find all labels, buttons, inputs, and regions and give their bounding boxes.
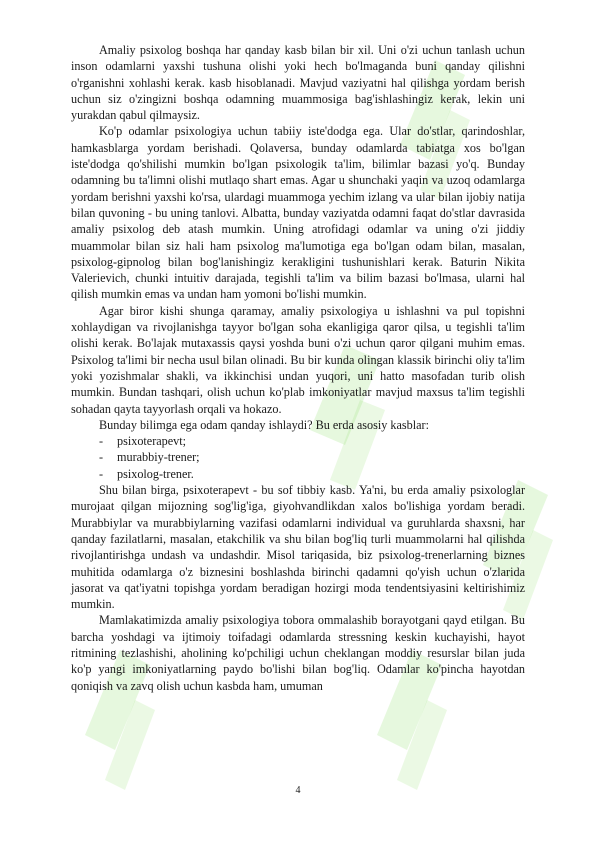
- paragraph: Shu bilan birga, psixoterapevt - bu sof tibbiy kasb. Ya'ni, bu erda amaliy psixologlar murojaat qilgan mijozning sog'lig'iga, giyohvandlikdan xalos bo'lishiga yordam beradi. Murabbiylar va murabbiylarning vazifasi odamlarni individual va guruhlarda shaxsni, har qanday fazilatlarni, masalan, etakchilik va shu bilan bog'liq turli muammolarni hal qilishda rivojlantirishga undash va undashdir. Misol tariqasida, biz psixolog-trenerlarning biznes muhitida odamlarga o'z biznesini boshlashda birinchi qadamni qo'yish uchun o'zlarida jasorat va qat'iyatni topishga yordam beradigan hozirgi moda tendentsiyasini keltirishimiz mumkin.: [71, 483, 525, 612]
- list-item: [71, 449, 525, 465]
- document-body: [71, 42, 525, 694]
- profession-list: [71, 433, 525, 482]
- list-item-text: psixoterapevt;: [117, 434, 187, 449]
- list-item-text: psixolog-trener.: [117, 466, 194, 481]
- list-item: [71, 466, 525, 482]
- list-marker: -: [99, 466, 104, 481]
- list-item-text: murabbiy-trener;: [117, 450, 200, 465]
- paragraph: Agar biror kishi shunga qaramay, amaliy psixologiya u ishlashni va pul topishni xohlaydigan va rivojlanishga tayyor bo'lgan soha ekanligiga qaror qilsa, u tegishli ta'lim olishi kerak. Bo'lajak mutaxassis qaysi yoshda buni o'zi uchun qaror qilgani muhim emas. Psixolog ta'limi bir necha usul bilan olinadi. Bu bir kunda olingan klassik birinchi oliy ta'lim yoki yozishmalar shakli, va ikkinchisi undan yuqori, uni hatto masofadan turib olish mumkin. Bundan tashqari, olish uchun ko'plab imkoniyatlar mavjud maxsus ta'lim tegishli sohadan qayta tayyorlash orqali va hokazo.: [71, 303, 525, 416]
- page-number: 4: [295, 785, 301, 796]
- list-item: [71, 433, 525, 449]
- paragraph: Mamlakatimizda amaliy psixologiya tobora ommalashib borayotgani qayd etilgan. Bu barcha yoshdagi va ijtimoiy toifadagi odamlarda stressning keskin kuchayishi, hayot ritmining tezlashishi, aholining ko'pchiligi uchun cheklangan moddiy resurslar bilan juda ko'p yangi imkoniyatlarning paydo bo'lishi bilan bog'liq. Odamlar ko'pincha hayotdan qoniqish va zavq olish uchun kasbda ham, umuman: [71, 613, 525, 693]
- list-marker: -: [99, 450, 104, 465]
- list-marker: -: [99, 434, 104, 449]
- paragraph: Ko'p odamlar psixologiya uchun tabiiy iste'dodga ega. Ular do'stlar, qarindoshlar, hamkasblarga yordam berishadi. Qolaversa, bunday odamlarda tabiatga xos bo'lgan iste'dodga qo'shilishi mumkin bo'lgan psixologik ta'lim, bilimlar bazasi yo'q. Bunday odamning bu ta'limni olishi mutlaqo shart emas. Agar u shunchaki yaqin va uzoq odamlarga yordam berishni yaxshi ko'rsa, ulardagi muammoga yechim izlang va ular bilan ijobiy natija bilan quvoning - bu uning tanlovi. Albatta, bunday vaziyatda odamni faqat do'stlar davrasida amaliy psixolog deb atash mumkin. Uning atrofidagi odamlar va uning o'zi jiddiy muammolar bilan siz hali ham psixolog ma'lumotiga ega bo'lgan odam bilan, masalan, psixolog-gipnolog bilan bog'lanishingiz kerakligini tushunishlari kerak. Baturin Nikita Valerievich, chunki intuitiv darajada, tegishli ta'lim va bilim bazasi bo'lmasa, ularni hal qilish mumkin emas va undan ham yomoni bo'lishi mumkin.: [71, 124, 525, 302]
- paragraph: Bunday bilimga ega odam qanday ishlaydi? Bu erda asosiy kasblar:: [99, 417, 429, 432]
- paragraph: Amaliy psixolog boshqa har qanday kasb bilan bir xil. Uni o'zi uchun tanlash uchun inson odamlarni yaxshi tushuna olishi yoki hech bo'lmaganda buni qanday qilishni o'rganishni xohlashi kerak. kasb hisoblanadi. Mavjud vaziyatni hal qilishga yordam berish uchun siz o'zingizni boshqa odamning muammosiga bag'ishlashingiz kerak, lekin uni yurakdan qabul qilmaysiz.: [71, 43, 525, 123]
